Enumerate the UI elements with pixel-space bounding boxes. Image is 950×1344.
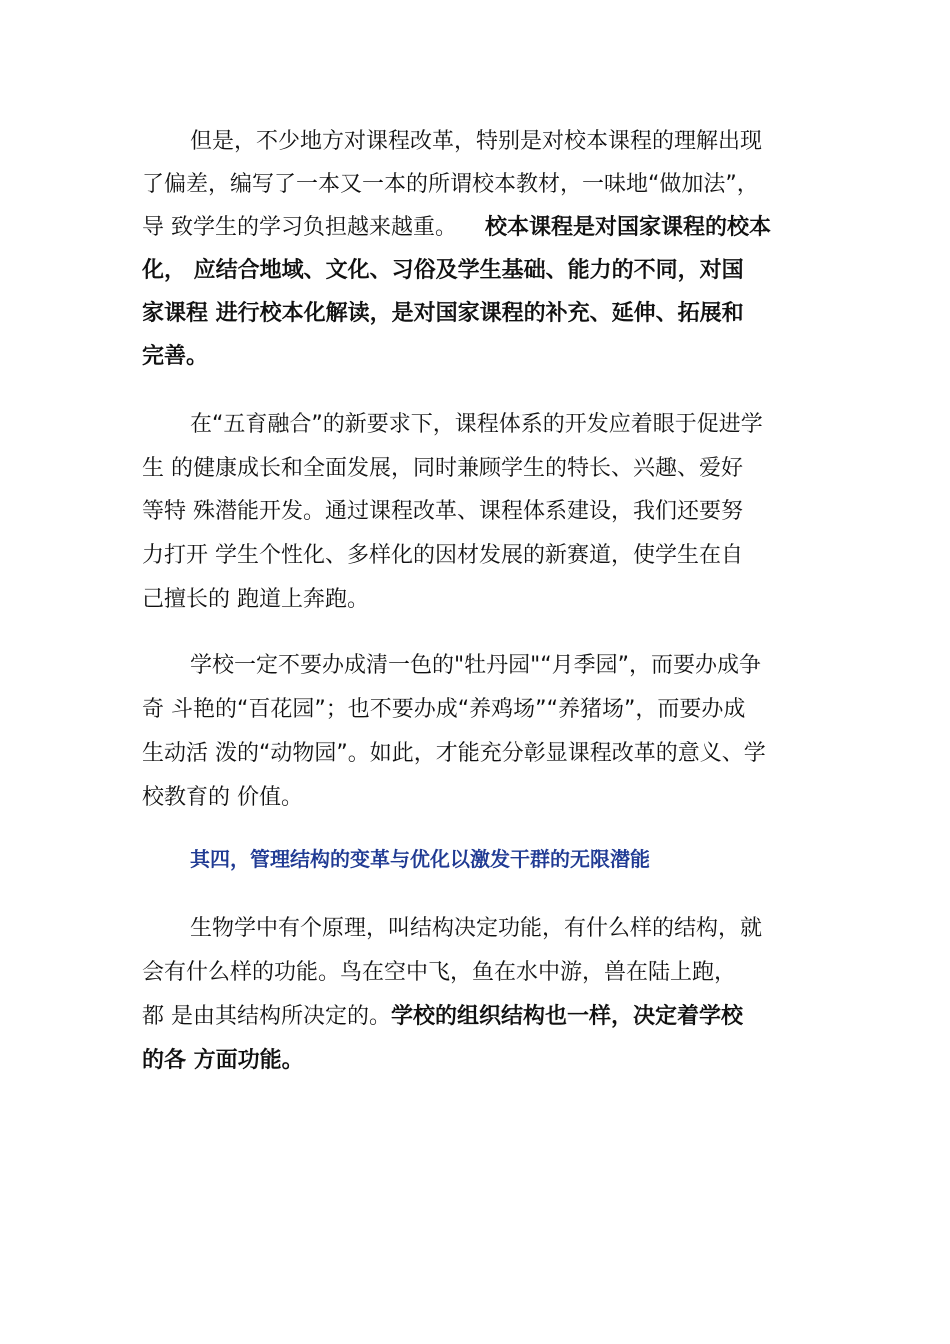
paragraph-1-line-3-text: 导 致学生的学习负担越来越重。: [142, 215, 457, 240]
paragraph-4-line-3-text: 都 是由其结构所决定的。: [142, 1004, 391, 1029]
paragraph-4-emphasis-text: 学校的组织结构也一样，决定着学校: [391, 1004, 744, 1029]
paragraph-1-line-2: 了偏差，编写了一本又一本的所谓校本教材，一味地“做加法”，: [142, 172, 759, 197]
paragraph-1-emphasis-text: 校本课程是对国家课程的校本: [485, 215, 772, 240]
paragraph-2-line-1: 在“五育融合”的新要求下，课程体系的开发应着眼于促进学: [190, 412, 763, 437]
paragraph-4-line-2: 会有什么样的功能。鸟在空中飞，鱼在水中游，兽在陆上跑，: [142, 960, 737, 985]
paragraph-2-line-4: 力打开 学生个性化、多样化的因材发展的新赛道，使学生在自: [142, 543, 743, 568]
paragraph-3-line-2: 奇 斗艳的“百花园”；也不要办成“养鸡场”“养猪场”，而要办成: [142, 697, 746, 722]
paragraph-1-line-6: 完善。: [142, 344, 209, 369]
paragraph-1-line-5: 家课程 进行校本化解读，是对国家课程的补充、延伸、拓展和: [142, 301, 744, 326]
paragraph-4-line-4: 的各 方面功能。: [142, 1048, 304, 1073]
paragraph-1-line-1: 但是，不少地方对课程改革，特别是对校本课程的理解出现: [190, 129, 763, 154]
paragraph-1-line-3: [142, 214, 771, 242]
paragraph-4-line-1: 生物学中有个原理，叫结构决定功能，有什么样的结构，就: [190, 916, 763, 941]
paragraph-2-line-3: 等特 殊潜能开发。通过课程改革、课程体系建设，我们还要努: [142, 499, 743, 524]
paragraph-4-line-3: [142, 1003, 743, 1031]
paragraph-3-line-3: 生动活 泼的“动物园”。如此，才能充分彰显课程改革的意义、学: [142, 741, 766, 766]
paragraph-2-line-2: 生 的健康成长和全面发展，同时兼顾学生的特长、兴趣、爱好: [142, 456, 743, 481]
section-heading: 其四，管理结构的变革与优化以激发干群的无限潜能: [190, 847, 650, 871]
paragraph-2-line-5: 己擅长的 跑道上奔跑。: [142, 587, 369, 612]
paragraph-3-line-4: 校教育的 价值。: [142, 785, 303, 810]
paragraph-1-line-4: 化， 应结合地域、文化、习俗及学生基础、能力的不同，对国: [142, 258, 744, 283]
paragraph-3-line-1: 学校一定不要办成清一色的"牡丹园"“月季园”，而要办成争: [190, 653, 762, 678]
